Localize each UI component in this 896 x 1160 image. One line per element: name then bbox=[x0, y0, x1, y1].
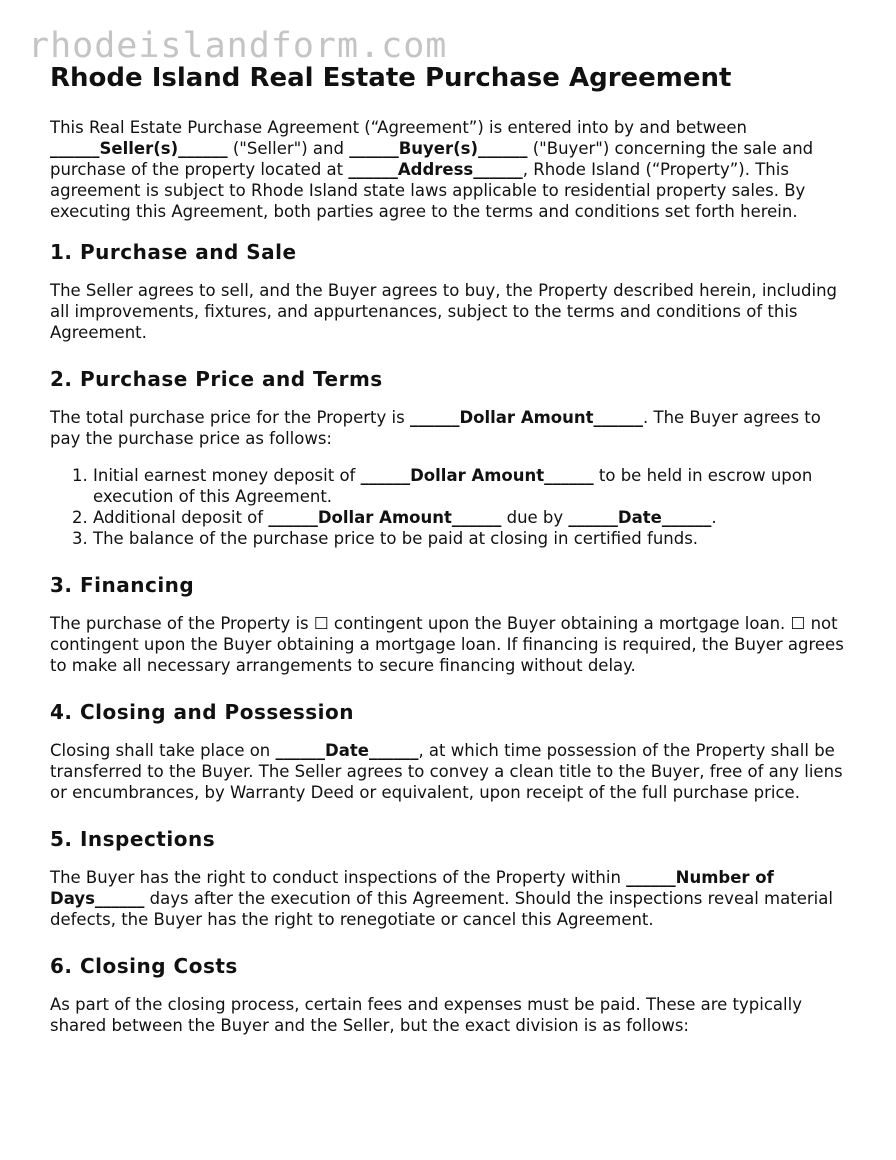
site-watermark: rhodeislandform.com bbox=[28, 26, 448, 66]
closing-date-field[interactable]: ______Date______ bbox=[275, 741, 419, 760]
section-heading: 2. Purchase Price and Terms bbox=[50, 367, 383, 391]
section-body: Closing shall take place on ______Date______, at which time possession of the Property shall be transferred to the Buyer. The Seller agrees to convey a clean title to the Buyer, free of any liens or encumbrances, by Warranty Deed or equivalent, upon receipt of the full purchase price. bbox=[50, 741, 843, 802]
section-heading: 1. Purchase and Sale bbox=[50, 240, 297, 264]
intro-text: ("Buyer") concerning the sale and purchase of the property located at bbox=[50, 139, 814, 179]
list-item: 1. Initial earnest money deposit of ______Dollar Amount______ to be held in escrow upon execution of this Agreement. bbox=[93, 465, 856, 507]
section-heading: 5. Inspections bbox=[50, 827, 216, 851]
additional-deposit-field[interactable]: ______Dollar Amount______ bbox=[268, 508, 502, 527]
deposit-date-field[interactable]: ______Date______ bbox=[568, 508, 712, 527]
section-closing-and-possession bbox=[50, 698, 856, 803]
page-title: Rhode Island Real Estate Purchase Agreement bbox=[50, 63, 732, 93]
section-body: The total purchase price for the Property is ______Dollar Amount______. The Buyer agrees to pay the purchase price as follows: bbox=[50, 408, 821, 448]
seller-field[interactable]: ______Seller(s)______ bbox=[50, 139, 228, 158]
section-heading: 4. Closing and Possession bbox=[50, 700, 354, 724]
section-inspections bbox=[50, 825, 856, 930]
agreement-document bbox=[50, 60, 856, 1058]
inspection-days-field[interactable]: ______Number of Days______ bbox=[50, 868, 774, 908]
section-closing-costs bbox=[50, 952, 856, 1036]
address-field[interactable]: ______Address______ bbox=[348, 160, 523, 179]
section-body: The purchase of the Property is ☐ contingent upon the Buyer obtaining a mortgage loan. ☐ not contingent upon the Buyer obtaining a mortgage loan. If financing is required, the Buyer agrees to make all necessary arrangements to secure financing without delay. bbox=[50, 614, 844, 675]
section-purchase-and-sale bbox=[50, 238, 856, 343]
earnest-deposit-field[interactable]: ______Dollar Amount______ bbox=[360, 466, 594, 485]
buyer-field[interactable]: ______Buyer(s)______ bbox=[349, 139, 528, 158]
section-heading: 3. Financing bbox=[50, 573, 195, 597]
intro-paragraph bbox=[50, 117, 856, 222]
section-body: The Buyer has the right to conduct inspections of the Property within ______Number of Days______ days after the execution of this Agreement. Should the inspections reveal material defects, the Buyer has the right to renegotiate or cancel this Agreement. bbox=[50, 868, 833, 929]
section-purchase-price bbox=[50, 365, 856, 549]
list-item: 2. Additional deposit of ______Dollar Amount______ due by ______Date______. bbox=[93, 507, 856, 528]
intro-text: , Rhode Island (“Property”). This agreement is subject to Rhode Island state laws applicable to residential property sales. By executing this Agreement, both parties agree to the terms and conditions set forth herein. bbox=[50, 160, 806, 221]
section-heading: 6. Closing Costs bbox=[50, 954, 238, 978]
section-body: The Seller agrees to sell, and the Buyer agrees to buy, the Property described herein, including all improvements, fixtures, and appurtenances, subject to the terms and conditions of this Agreement. bbox=[50, 281, 837, 342]
section-financing bbox=[50, 571, 856, 676]
intro-text: This Real Estate Purchase Agreement (“Agreement”) is entered into by and between bbox=[50, 118, 747, 137]
payment-terms-list bbox=[50, 465, 856, 549]
purchase-price-field[interactable]: ______Dollar Amount______ bbox=[409, 408, 643, 427]
list-item: 3. The balance of the purchase price to be paid at closing in certified funds. bbox=[93, 528, 856, 549]
intro-text: ("Seller") and bbox=[227, 139, 350, 158]
section-body: As part of the closing process, certain fees and expenses must be paid. These are typically shared between the Buyer and the Seller, but the exact division is as follows: bbox=[50, 995, 802, 1035]
